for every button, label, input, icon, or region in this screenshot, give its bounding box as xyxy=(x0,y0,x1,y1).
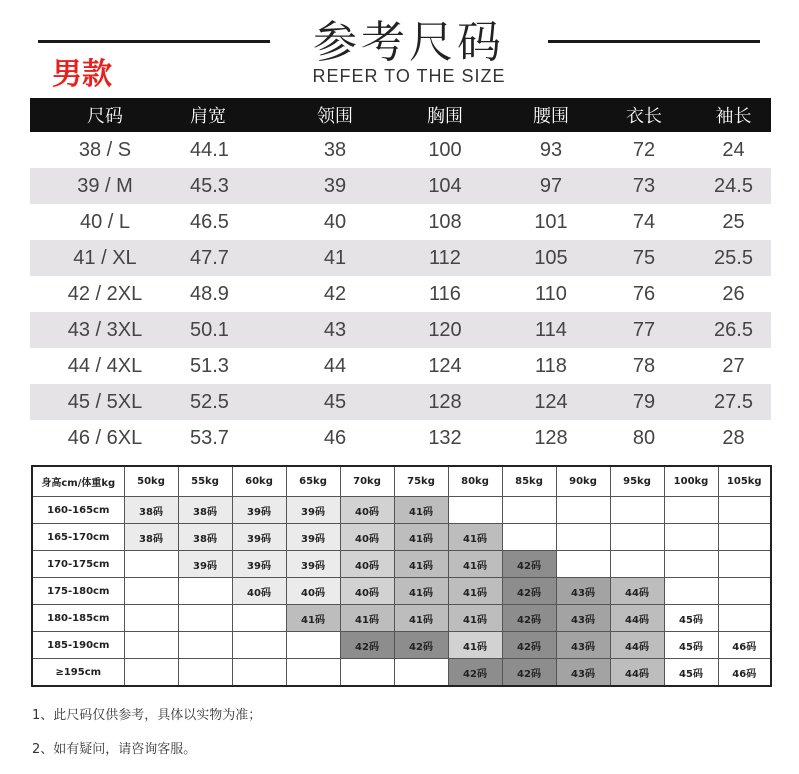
fit-grid-cell: 41码 xyxy=(448,524,502,551)
fit-grid-cell xyxy=(232,632,286,659)
column-header: 领围 xyxy=(317,106,353,127)
fit-grid-cell: 42码 xyxy=(394,632,448,659)
notes xyxy=(32,706,261,774)
weight-header: 65kg xyxy=(286,466,340,497)
table-cell: 93 xyxy=(539,138,563,161)
height-label: 185-190cm xyxy=(32,632,124,659)
fit-grid-cell xyxy=(556,497,610,524)
fit-grid-cell: 44码 xyxy=(610,605,664,632)
table-cell: 50.1 xyxy=(190,318,229,341)
fit-grid-cell xyxy=(124,551,178,578)
fit-grid-cell: 46码 xyxy=(718,632,771,659)
table-cell: 124 xyxy=(428,354,462,377)
fit-grid-cell: 41码 xyxy=(286,605,340,632)
table-cell: 40 / L xyxy=(79,210,131,233)
weight-header: 80kg xyxy=(448,466,502,497)
fit-grid-cell: 41码 xyxy=(448,632,502,659)
table-cell: 78 xyxy=(632,354,656,377)
fit-grid-cell xyxy=(664,578,718,605)
table-cell: 47.7 xyxy=(190,246,229,269)
table-cell: 72 xyxy=(632,138,656,161)
table-cell: 46 xyxy=(323,426,347,449)
fit-grid-cell: 42码 xyxy=(502,578,556,605)
fit-grid-cell xyxy=(556,524,610,551)
column-header: 袖长 xyxy=(715,106,752,127)
table-cell: 41 / XL xyxy=(73,246,137,269)
fit-grid-cell xyxy=(502,497,556,524)
table-cell: 80 xyxy=(632,426,656,449)
title-rule-right xyxy=(548,40,760,43)
fit-grid-cell: 41码 xyxy=(394,605,448,632)
fit-grid-cell: 44码 xyxy=(610,578,664,605)
fit-grid-cell: 46码 xyxy=(718,659,771,687)
height-label: 175-180cm xyxy=(32,578,124,605)
table-cell: 25.5 xyxy=(714,246,753,269)
fit-grid-cell xyxy=(124,632,178,659)
fit-grid-row xyxy=(32,659,771,687)
table-cell: 73 xyxy=(632,174,656,197)
fit-grid-cell: 45码 xyxy=(664,632,718,659)
table-cell: 76 xyxy=(632,282,656,305)
table-cell: 42 xyxy=(323,282,347,305)
table-cell: 77 xyxy=(632,318,656,341)
table-cell: 43 / 3XL xyxy=(67,318,143,341)
table-cell: 24.5 xyxy=(714,174,753,197)
table-cell: 100 xyxy=(428,138,462,161)
fit-grid-cell: 39码 xyxy=(232,497,286,524)
fit-grid-cell: 39码 xyxy=(286,524,340,551)
table-cell: 51.3 xyxy=(190,354,229,377)
fit-grid-row xyxy=(32,524,771,551)
fit-grid-cell xyxy=(124,605,178,632)
table-cell: 27.5 xyxy=(714,390,753,413)
fit-grid-cell: 42码 xyxy=(502,632,556,659)
table-cell: 26 xyxy=(722,282,745,305)
table-cell: 44 xyxy=(323,354,347,377)
fit-grid-cell: 40码 xyxy=(340,551,394,578)
fit-grid-cell: 38码 xyxy=(124,524,178,551)
table-cell: 53.7 xyxy=(190,426,229,449)
fit-grid-cell: 42码 xyxy=(502,659,556,687)
table-row xyxy=(30,132,771,168)
table-cell: 45.3 xyxy=(190,174,229,197)
column-header: 腰围 xyxy=(533,106,569,127)
header xyxy=(0,0,799,100)
table-cell: 24 xyxy=(722,138,745,161)
weight-header: 90kg xyxy=(556,466,610,497)
fit-grid xyxy=(31,465,772,687)
table-cell: 39 / M xyxy=(77,174,133,197)
fit-grid-cell xyxy=(178,632,232,659)
fit-grid-cell: 41码 xyxy=(394,551,448,578)
table-cell: 75 xyxy=(632,246,656,269)
fit-grid-cell xyxy=(232,659,286,687)
table-cell: 104 xyxy=(428,174,462,197)
table-cell: 120 xyxy=(428,318,462,341)
column-header: 胸围 xyxy=(427,106,463,127)
weight-header: 100kg xyxy=(664,466,718,497)
fit-grid-cell: 44码 xyxy=(610,659,664,687)
fit-grid-cell xyxy=(232,605,286,632)
table-row xyxy=(30,420,771,456)
table-cell: 28 xyxy=(722,426,745,449)
table-row xyxy=(30,204,771,240)
table-cell: 108 xyxy=(428,210,462,233)
weight-header: 55kg xyxy=(178,466,232,497)
fit-grid-cell: 41码 xyxy=(448,605,502,632)
fit-grid-cell: 39码 xyxy=(286,497,340,524)
fit-grid-row xyxy=(32,497,771,524)
fit-grid-cell xyxy=(340,659,394,687)
fit-grid-row xyxy=(32,605,771,632)
fit-grid-cell xyxy=(718,497,771,524)
fit-grid-cell: 41码 xyxy=(394,578,448,605)
fit-grid-cell xyxy=(556,551,610,578)
table-cell: 132 xyxy=(428,426,462,449)
weight-header: 105kg xyxy=(718,466,771,497)
height-label: 160-165cm xyxy=(32,497,124,524)
table-row xyxy=(30,276,771,312)
fit-grid-row xyxy=(32,551,771,578)
fit-grid-row xyxy=(32,578,771,605)
table-cell: 43 xyxy=(323,318,347,341)
fit-grid-cell xyxy=(610,497,664,524)
table-cell: 26.5 xyxy=(714,318,753,341)
fit-grid-cell: 40码 xyxy=(340,578,394,605)
fit-grid-cell xyxy=(448,497,502,524)
fit-grid-cell xyxy=(718,551,771,578)
weight-header: 60kg xyxy=(232,466,286,497)
table-row xyxy=(30,312,771,348)
column-header: 尺码 xyxy=(87,106,123,127)
gender-label: 男款 xyxy=(52,57,112,92)
weight-header: 75kg xyxy=(394,466,448,497)
table-row xyxy=(30,348,771,384)
fit-grid-cell: 40码 xyxy=(232,578,286,605)
table-cell: 112 xyxy=(429,246,461,269)
note-item: 1、此尺码仅供参考，具体以实物为准； xyxy=(32,708,262,723)
page-title: 参考尺码 xyxy=(313,17,505,68)
column-header: 衣长 xyxy=(626,106,662,127)
table-cell: 128 xyxy=(428,390,462,413)
table-row xyxy=(30,384,771,420)
fit-grid-cell xyxy=(718,578,771,605)
size-table-header xyxy=(30,98,771,132)
fit-grid-cell: 43码 xyxy=(556,632,610,659)
fit-grid-cell: 44码 xyxy=(610,632,664,659)
table-cell: 44.1 xyxy=(190,138,229,161)
fit-grid-cell: 40码 xyxy=(340,524,394,551)
table-cell: 25 xyxy=(722,210,745,233)
fit-grid-cell: 42码 xyxy=(448,659,502,687)
table-cell: 48.9 xyxy=(190,282,229,305)
fit-grid-cell xyxy=(178,659,232,687)
fit-grid-cell: 43码 xyxy=(556,605,610,632)
table-cell: 46 / 6XL xyxy=(67,426,143,449)
fit-grid-cell: 45码 xyxy=(664,605,718,632)
table-cell: 45 / 5XL xyxy=(67,390,143,413)
fit-grid-cell xyxy=(178,578,232,605)
fit-grid-cell xyxy=(610,524,664,551)
table-cell: 38 xyxy=(323,138,347,161)
fit-grid-cell: 42码 xyxy=(502,605,556,632)
fit-grid-cell: 38码 xyxy=(124,497,178,524)
fit-grid-cell: 40码 xyxy=(286,578,340,605)
note-item: 2、如有疑问，请咨询客服。 xyxy=(32,742,197,757)
fit-grid-cell xyxy=(124,659,178,687)
table-cell: 52.5 xyxy=(190,390,229,413)
table-cell: 46.5 xyxy=(190,210,229,233)
fit-grid-cell: 45码 xyxy=(664,659,718,687)
table-cell: 45 xyxy=(323,390,347,413)
fit-grid-cell: 41码 xyxy=(448,578,502,605)
table-cell: 116 xyxy=(429,282,461,305)
weight-header: 95kg xyxy=(610,466,664,497)
fit-grid-cell xyxy=(502,524,556,551)
table-row xyxy=(30,168,771,204)
table-cell: 79 xyxy=(632,390,656,413)
fit-grid-cell: 41码 xyxy=(394,524,448,551)
height-label: ≥195cm xyxy=(32,659,124,687)
fit-grid-cell xyxy=(664,524,718,551)
fit-grid-cell: 39码 xyxy=(286,551,340,578)
fit-grid-cell xyxy=(286,659,340,687)
weight-header: 70kg xyxy=(340,466,394,497)
fit-grid-cell xyxy=(394,659,448,687)
title-rule-left xyxy=(38,40,270,43)
table-cell: 128 xyxy=(534,426,568,449)
fit-grid-cell: 38码 xyxy=(178,497,232,524)
fit-grid-cell xyxy=(124,578,178,605)
fit-grid-cell: 39码 xyxy=(232,524,286,551)
weight-header: 85kg xyxy=(502,466,556,497)
table-cell: 97 xyxy=(539,174,563,197)
table-cell: 124 xyxy=(534,390,568,413)
table-cell: 27 xyxy=(722,354,745,377)
fit-grid-cell: 43码 xyxy=(556,659,610,687)
fit-grid-cell: 39码 xyxy=(178,551,232,578)
fit-grid-cell xyxy=(610,551,664,578)
table-row xyxy=(30,240,771,276)
fit-grid-cell: 40码 xyxy=(340,497,394,524)
weight-header: 50kg xyxy=(124,466,178,497)
fit-grid-cell xyxy=(718,524,771,551)
fit-grid-cell: 41码 xyxy=(394,497,448,524)
fit-grid-header xyxy=(32,466,771,497)
fit-grid-row xyxy=(32,632,771,659)
table-cell: 38 / S xyxy=(78,138,132,161)
table-cell: 41 xyxy=(323,246,347,269)
fit-grid-cell xyxy=(664,497,718,524)
height-label: 170-175cm xyxy=(32,551,124,578)
fit-grid-corner: 身高cm/体重kg xyxy=(32,466,124,497)
fit-grid-cell: 41码 xyxy=(448,551,502,578)
fit-grid-cell xyxy=(718,605,771,632)
fit-grid-cell: 39码 xyxy=(232,551,286,578)
fit-grid-cell: 41码 xyxy=(340,605,394,632)
table-cell: 40 xyxy=(323,210,347,233)
fit-grid-cell: 42码 xyxy=(502,551,556,578)
fit-grid-cell xyxy=(286,632,340,659)
fit-grid-cell xyxy=(178,605,232,632)
table-cell: 44 / 4XL xyxy=(67,354,143,377)
table-cell: 42 / 2XL xyxy=(67,282,143,305)
fit-grid-cell xyxy=(664,551,718,578)
table-cell: 39 xyxy=(323,174,347,197)
table-cell: 110 xyxy=(535,282,567,305)
page-subtitle: REFER TO THE SIZE xyxy=(312,66,506,86)
fit-grid-cell: 42码 xyxy=(340,632,394,659)
height-label: 180-185cm xyxy=(32,605,124,632)
table-cell: 101 xyxy=(534,210,568,233)
height-label: 165-170cm xyxy=(32,524,124,551)
table-cell: 74 xyxy=(632,210,656,233)
table-cell: 114 xyxy=(535,318,567,341)
size-table xyxy=(30,98,771,456)
column-header: 肩宽 xyxy=(190,106,226,127)
fit-grid-cell: 38码 xyxy=(178,524,232,551)
table-cell: 105 xyxy=(534,246,568,269)
fit-grid-cell: 43码 xyxy=(556,578,610,605)
table-cell: 118 xyxy=(535,354,567,377)
